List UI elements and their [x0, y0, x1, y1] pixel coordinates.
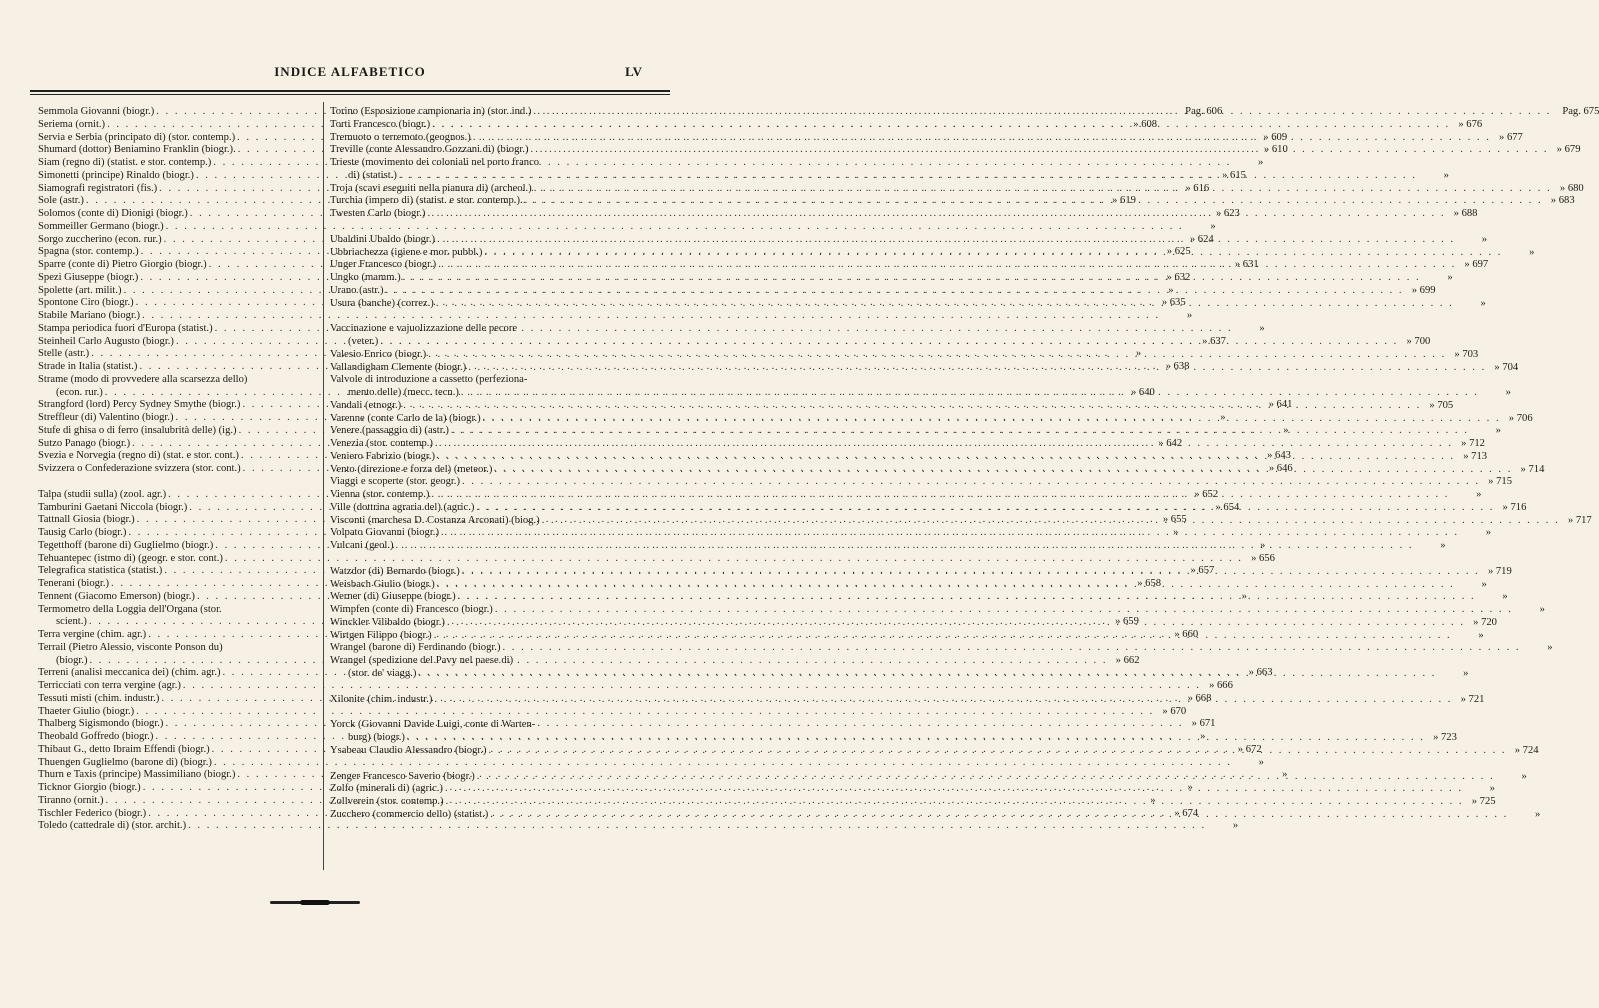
index-entry [38, 220, 1216, 234]
index-entry-text: Winckler Vilibaldo (biogr.) [330, 616, 445, 628]
dot-leader [462, 476, 1480, 489]
index-entry-text: Talpa (studii sulla) (zool. agr.) [38, 488, 167, 500]
index-entry-text: Wirtgen Filippo (biogr.) [330, 629, 432, 641]
index-entry-page: » 714 [1520, 463, 1545, 475]
dot-leader [468, 362, 1486, 375]
index-entry-page: » [1283, 424, 1289, 436]
dot-leader [531, 144, 1549, 157]
index-entry-text: Thaeter Giulio (biogr.) [38, 705, 135, 717]
dot-leader [427, 208, 1445, 221]
index-entry-page: » 712 [1461, 438, 1485, 449]
index-entry-text: Vento (direzione e forza del) (meteor.) [330, 463, 493, 475]
index-entry-text: Valvole di introduzione a cassetto (perfeziona- [330, 374, 528, 386]
index-entry-text: burg) (biogr.) [348, 732, 405, 743]
index-entry-text: Svezia e Norvegia (regno di) (stat. e stor. cont.) [38, 450, 239, 462]
dot-leader [434, 694, 1452, 707]
index-entry-text: Usura (banche) (correz.) [330, 297, 434, 309]
dot-leader [533, 106, 1551, 119]
index-entry-page: » [1480, 297, 1486, 309]
index-entry-text: Semmola Giovanni (biogr.) [38, 106, 155, 117]
section-gap [330, 706, 624, 719]
dot-leader [495, 604, 1513, 617]
dot-leader [431, 489, 1449, 502]
index-entry-text: Seriema (ornit.) [38, 118, 106, 130]
index-entry-text: Zollverein (stor. contemp.) [330, 796, 444, 807]
index-entry [38, 552, 1275, 566]
index-entry-text: Siam (regno di) (statist. e stor. contemp.) [38, 157, 212, 168]
index-entry-page: » 640 [1130, 386, 1155, 398]
index-entry-text: Solomos (conte di) Dionigi (biogr.) [38, 208, 188, 219]
index-entry-page: » 641 [1268, 399, 1293, 411]
index-entry-page: » 637 [1202, 335, 1226, 347]
index-entry-page: » [1186, 310, 1193, 321]
index-entry-page: » 643 [1267, 450, 1291, 462]
index-entry-page: » 623 [1215, 208, 1240, 219]
index-entry [330, 284, 1436, 298]
index-entry [330, 157, 624, 170]
dot-leader [447, 617, 1465, 630]
index-entry-page: » 658 [1137, 578, 1162, 589]
index-entry-page: » 671 [1191, 718, 1216, 730]
index-entry-text: Ubbriachezza (igiene e mor. pubbl.) [330, 246, 483, 258]
page-title: INDICE ALFABETICO [274, 64, 426, 79]
index-entry [330, 323, 624, 336]
index-entry-text: Thibaut G., detto Ibraim Effendi (biogr.) [38, 743, 210, 755]
dot-leader [438, 259, 1456, 272]
index-entry [38, 705, 1187, 719]
index-entry [330, 719, 624, 732]
index-entry-text: Ticknor Giorgio (biogr.) [38, 782, 141, 793]
index-entry-text: Troja (scavi eseguiti nella pianura di) (archeol.) [330, 182, 532, 194]
index-entry-page: » [1478, 629, 1484, 641]
index-entry-text: Vaccinazione e vajuolizzazione delle pecore [330, 323, 518, 335]
index-entry [38, 680, 1233, 693]
index-entry-text: Strame (modo di provvedere alla scarsezza dello) [38, 373, 248, 385]
dot-leader [165, 718, 1183, 731]
dot-leader [428, 349, 1446, 362]
index-entry-page: » 615 [1222, 169, 1246, 181]
index-entry-text: Veniero Fabrizio (biogr.) [330, 450, 436, 462]
index-entry-text: mento delle) (mecc. tecn.) [348, 387, 459, 398]
index-entry-page: » 713 [1463, 450, 1488, 462]
index-entry-text: Trieste (movimento dei coloniali nel porto franco [330, 157, 540, 168]
index-entry [330, 374, 624, 387]
index-entry-page: » 679 [1556, 144, 1581, 156]
index-entry-page: » [1168, 284, 1174, 296]
section-gap [330, 310, 624, 323]
index-entry-text: Vandali (etnogr.) [330, 399, 402, 411]
index-entry-page: » [1135, 348, 1142, 360]
index-entry-text: Streffleur (di) Valentino (biogr.) [38, 412, 174, 423]
index-entry-text: Thurn e Taxis (principe) Massimiliano (biogr.) [38, 769, 236, 781]
index-entry-text: Vulcani (geol.) [330, 540, 394, 551]
index-entry-text: Turchia (impero di) (statist. e stor. contemp.). [330, 195, 523, 207]
page-number: LV [625, 64, 642, 79]
index-entry-page: » 704 [1494, 361, 1519, 373]
index-entry-page: » [1547, 642, 1553, 654]
index-entry-text: Tausig Carlo (biogr.) [38, 527, 127, 538]
footer-ornament-rule [270, 901, 360, 904]
index-entry [330, 540, 1446, 553]
index-entry-text: Vallandigham Clemente (biogr.) [330, 361, 467, 373]
index-entry-page: » [1440, 540, 1446, 551]
index-entry [330, 770, 1527, 784]
index-entry-page: » 654 [1215, 501, 1240, 513]
index-entry-page: » 724 [1514, 744, 1539, 756]
index-entry [330, 412, 1533, 426]
index-entry-text: Torino (Esposizione campionaria in) (stor. ind.) [330, 106, 532, 117]
index-entry-text: Toledo (cattedrale di) (stor. archit.) [38, 820, 187, 832]
index-entry [330, 732, 1457, 745]
index-entry-page: » [1463, 667, 1469, 679]
index-entry-text: Watzdor (di) Bernardo (biogr.) [330, 565, 460, 577]
index-entry-text: scient.) [56, 616, 87, 628]
dot-leader [437, 234, 1455, 247]
index-entry-text: Svizzera o Confederazione svizzera (stor. cont.) [38, 463, 241, 474]
dot-leader [494, 464, 1512, 477]
dot-leader [462, 566, 1480, 579]
index-entry-page: » 652 [1194, 488, 1219, 500]
index-entry-page: » 672 [1237, 743, 1262, 755]
index-entry-page: » 619 [1112, 195, 1136, 207]
index-entry-page: » 656 [1251, 552, 1275, 564]
index-entry-text: Tehuantepec (istmo di) (geogr. e stor. cont.) [38, 552, 223, 564]
index-entry-text: Wrangel (barone di) Ferdinando (biogr.) [330, 642, 501, 654]
index-entry [38, 310, 1193, 323]
index-entry-text: Weisbach Giulio (biogr.) [330, 578, 435, 590]
index-entry-text: Varenne (conte Carlo de la) (biogr.) [330, 412, 481, 424]
index-entry-text: Stabile Mariano (biogr.) [38, 310, 141, 321]
dot-leader [403, 400, 1421, 413]
section-gap [38, 476, 330, 489]
index-entry-text: Spolette (art. milit.) [38, 284, 122, 296]
index-entry [38, 604, 330, 617]
index-entry [38, 374, 330, 387]
index-entry-page: » 670 [1162, 705, 1187, 717]
index-entry-text: Zucchero (commercio dello) (statist.) [330, 808, 489, 820]
dot-leader [446, 796, 1464, 809]
index-entry [330, 604, 1545, 617]
index-entry-page: » 706 [1508, 412, 1533, 424]
index-entry-page: » [1258, 756, 1264, 768]
index-entry-text: Yorck (Giovanni Davide Luigi, conte di Warten- [330, 719, 536, 731]
index-entry-text: Wimpfen (conte di) Francesco (biogr.) [330, 604, 493, 615]
dot-leader [437, 579, 1455, 592]
index-entry-text: Stampa periodica fuori d'Europa (statist.) [38, 322, 213, 334]
index-entry-page: » 624 [1189, 233, 1214, 245]
index-entry-text: Twesten Carlo (biogr.) [330, 208, 426, 219]
dot-leader [166, 221, 1184, 234]
dot-leader [534, 183, 1552, 196]
index-entry-page: » 663 [1248, 667, 1273, 679]
index-entry-page: » [1495, 425, 1501, 437]
index-entry-page: » 609 [1263, 131, 1288, 143]
index-entry-text: (veter.) [348, 336, 379, 347]
dot-leader [542, 515, 1560, 528]
index-entry-page: » 635 [1161, 297, 1186, 309]
index-entry-text: Ville (dottrina agraria del) (agric.) [330, 501, 475, 513]
index-entry-text: Wrangel (spedizione del Pavy nel paese di) [330, 655, 514, 666]
index-entry [330, 476, 1512, 489]
section-gap [330, 553, 624, 566]
index-entry-text: (econ. rur.) [56, 386, 103, 398]
index-entry [330, 655, 624, 668]
dot-leader [380, 336, 1398, 349]
index-entry-page: » [1447, 272, 1453, 283]
index-entry-page: » [1232, 820, 1239, 832]
index-entry-page: » 703 [1454, 348, 1479, 360]
index-entry-text: Tischler Federico (biogr.) [38, 807, 147, 819]
index-entry-page: » 688 [1453, 208, 1478, 219]
index-entry-page: » 721 [1460, 693, 1485, 705]
dot-leader [396, 540, 1414, 553]
index-entry-page: » [1187, 782, 1193, 793]
index-entry-text: Valesio Enrico (biogr.) [330, 348, 427, 360]
index-entry-page: » [1260, 539, 1266, 551]
dot-leader [484, 247, 1502, 260]
index-entry-page: » 657 [1190, 565, 1215, 577]
dot-leader [418, 668, 1436, 681]
index-entry [38, 820, 1239, 833]
index-entry-page: » 655 [1162, 514, 1187, 526]
index-entry-page: » 725 [1471, 796, 1496, 807]
dot-leader [437, 451, 1455, 464]
index-entry-page: » 616 [1185, 182, 1210, 194]
dot-leader [386, 285, 1404, 298]
page-header [30, 62, 670, 86]
index-entry-text: Tiranno (ornit.) [38, 794, 104, 806]
index-entry-page: » [1173, 527, 1179, 538]
index-entry-text: Tattnall Giosia (biogr.) [38, 514, 135, 526]
index-entry-text: Sorgo zuccherino (econ. rur.) [38, 233, 162, 245]
index-entry-page: » 638 [1165, 361, 1190, 372]
index-entry-text: Shumard (dottor) Beniamino Franklin (biogr.). [38, 144, 236, 156]
index-entry-text: Sole (astr.) [38, 195, 84, 207]
index-entry-text: Ysabeau Claudio Alessandro (biogr.) [330, 744, 487, 756]
index-entry-page: » [1529, 246, 1535, 258]
index-entry-text: Werner (di) Giuseppe (biogr.) [330, 591, 456, 603]
index-entry-page: » [1481, 578, 1487, 590]
index-entry-text: Terricciati con terra vergine (agr.) [38, 680, 181, 691]
index-entry-page: » 683 [1550, 195, 1575, 207]
index-entry-text: Terreni (analisi meccanica dei) (chim. agr.) [38, 667, 221, 679]
index-entry-text: Tamburini Gaetani Niccola (biogr.) [38, 501, 188, 513]
dot-leader [483, 413, 1501, 426]
index-entry-page: » 715 [1488, 476, 1512, 488]
index-entry-page: » [1258, 157, 1264, 168]
dot-leader [476, 502, 1494, 515]
index-entry-text: Sommeiller Germano (biogr.) [38, 220, 164, 232]
index-entry-text: Siamografi registratori (fis.) [38, 182, 158, 194]
index-entry-text: Spontone Ciro (biogr.) [38, 297, 134, 309]
index-entry-page: » [1485, 527, 1491, 539]
index-entry-page: » 676 [1458, 118, 1483, 130]
column-divider [323, 102, 324, 870]
index-entry-page: » [1282, 769, 1288, 781]
index-entry-text: Sutzo Panago (biogr.) [38, 437, 131, 449]
index-entry-text: Simonetti (principe) Rinaldo (biogr.) [38, 169, 194, 181]
index-entry-page: » 680 [1559, 182, 1584, 194]
dot-leader [445, 783, 1463, 796]
index-entry-page: » [1481, 233, 1488, 245]
index-entry-page: Pag. 606 [1185, 106, 1223, 117]
index-entry-text: Terrail (Pietro Alessio, visconte Ponson du) [38, 641, 223, 653]
index-entry-text: Zolfo (minerali di) (agric.) [330, 783, 443, 795]
dot-leader [434, 630, 1452, 643]
index-entry-page: » 660 [1174, 629, 1199, 640]
index-entry-page: » 668 [1187, 692, 1212, 704]
index-entry [38, 756, 1264, 770]
index-entry-text: Spezi Giuseppe (biogr.) [38, 271, 139, 283]
dot-leader [473, 132, 1491, 145]
dot-leader [441, 527, 1459, 540]
dot-leader [503, 642, 1521, 655]
dot-leader [435, 438, 1453, 451]
index-entry-page: » 700 [1406, 336, 1431, 347]
index-entry-page: » [1539, 604, 1545, 615]
index-entry-page: » 720 [1473, 616, 1497, 628]
index-entry-text: Volpato Giovanni (biogr.) [330, 527, 439, 539]
index-entry-text: Stufe di ghisa o di ferro (insalubrità delle) (ig.) [38, 424, 237, 436]
index-entry-page: » [1502, 591, 1508, 603]
index-entry-text: Zenger Francesco Saverio (biogr.) [330, 770, 475, 782]
index-entry-text: Sparre (conte di) Pietro Giorgio (biogr.) [38, 259, 207, 270]
index-entry-page: » 697 [1464, 259, 1489, 271]
dot-leader [136, 706, 1154, 719]
dot-leader [525, 195, 1543, 208]
index-entry-text: Termometro della Loggia dell'Organa (stor. [38, 603, 222, 615]
index-entry-text: Tenerani (biogr.) [38, 578, 110, 589]
index-entry [330, 796, 1496, 809]
index-entry-page: » [1220, 412, 1226, 423]
index-entry-text: Terra vergine (chim. agr.) [38, 629, 147, 640]
index-entry-text: Venezia (stor. contemp.) [330, 438, 433, 449]
index-entry-page: » 699 [1411, 284, 1436, 296]
dot-leader [142, 310, 1160, 323]
section-gap [330, 681, 624, 694]
index-entry-text: Ubaldini Ubaldo (biogr.) [330, 233, 436, 245]
section-gap [330, 221, 624, 234]
index-entry [330, 591, 1508, 604]
index-entry-page: Pag. 675 [1562, 106, 1599, 117]
index-entry-text: Telegrafica statistica (statist.) [38, 565, 163, 577]
index-entry-text: (biogr.) [56, 654, 88, 666]
index-entry-page: » 625 [1166, 246, 1191, 258]
index-entry-page: » [1241, 590, 1247, 602]
index-entry-page: » 608 [1133, 118, 1158, 130]
index-entry-page: » [1476, 489, 1482, 500]
section-gap [330, 758, 624, 771]
dot-leader [188, 820, 1206, 833]
index-entry-text: Viaggi e scoperte (stor. geogr.) [330, 476, 460, 488]
dot-leader [451, 425, 1469, 438]
index-entry-text: Spagna (stor. contemp.) [38, 246, 139, 258]
dot-leader [458, 591, 1476, 604]
index-entry-page: » 723 [1433, 732, 1457, 743]
index-entry-page: » 642 [1158, 437, 1183, 449]
dot-leader [489, 745, 1507, 758]
index-entry-page: » 666 [1209, 680, 1233, 691]
index-entry-page: » 677 [1499, 131, 1523, 143]
index-entry-page: » [1443, 169, 1449, 181]
index-entry [330, 348, 1479, 362]
index-entry-text: Stelle (astr.) [38, 348, 90, 360]
index-entry-text: Tennent (Giacomo Emerson) (biogr.) [38, 590, 195, 602]
index-entry-text: Unger Francesco (biogr.) [330, 259, 437, 271]
index-entry-text: Vienna (stor. contemp.) [330, 489, 430, 500]
index-entry-text: Ungko (mamm.) [330, 272, 401, 283]
index-entry-page: » [1521, 770, 1527, 782]
index-entry-page: » [1505, 387, 1511, 398]
index-entry-text: Treville (conte Alessandro Gozzani di) (biogr.) [330, 144, 529, 156]
index-entry-text: Steinheil Carlo Augusto (biogr.) [38, 335, 174, 347]
index-entry-page: » [1150, 794, 1156, 806]
dot-leader [403, 272, 1421, 285]
index-entry-text: Tessuti misti (chim. industr.) [38, 692, 160, 704]
index-entry [330, 642, 1553, 655]
index-entry-page: » 717 [1567, 514, 1592, 526]
index-entry-page: » 674 [1174, 807, 1199, 819]
dot-leader [407, 732, 1425, 745]
index-entry-page: » 632 [1166, 271, 1191, 283]
index-entry-text: Thuengen Guglielmo (barone di) (biogr.) [38, 756, 212, 768]
index-entry-text: Venere (passaggio di) (astr.) [330, 425, 449, 437]
dot-leader [461, 387, 1479, 400]
index-entry-page: » 716 [1502, 501, 1527, 513]
index-entry [38, 642, 330, 655]
index-entry-text: Visconti (marchesa D. Costanza Arconati) (biog.) [330, 514, 540, 526]
index-entry-page: » 646 [1268, 463, 1293, 474]
dot-leader [432, 119, 1450, 132]
index-entry-page: » 719 [1487, 565, 1512, 577]
index-entry-text: Theobald Goffredo (biogr.) [38, 731, 154, 742]
index-entry [330, 425, 1501, 438]
index-entry-page: » [1489, 783, 1495, 795]
index-entry-text: Thalberg Sigismondo (biogr.) [38, 718, 164, 730]
header-rule [30, 90, 670, 95]
index-entry-text: Servia e Serbia (principato di) (stor. contemp.) [38, 131, 236, 143]
index-entry-page: » 659 [1115, 616, 1139, 628]
index-entry-text: Torti Francesco (biogr.) [330, 118, 431, 130]
index-entry-text: Tegetthoff (barone di) Guglielmo (biogr.) [38, 539, 214, 551]
index-entry-text: (stor. de' viagg.) [348, 667, 417, 679]
index-entry [330, 527, 1491, 540]
index-entry-text: di) (statist.) [348, 169, 397, 181]
index-entry-text: Strade in Italia (statist.) [38, 361, 138, 372]
index-entry-text: Tremuoto o terremoto (geognos.) [330, 131, 471, 143]
index-entry-text: Strangford (lord) Percy Sydney Smythe (biogr.) [38, 399, 241, 411]
index-entry-page: » 705 [1429, 399, 1454, 411]
index-entry-page: » 631 [1234, 259, 1259, 270]
index-entry-text: Xilonite (chim. industr.) [330, 693, 433, 705]
index-entry-page: » 610 [1263, 144, 1288, 156]
dot-leader [477, 771, 1495, 784]
index-entry-page: » [1210, 220, 1216, 232]
index-entry-page: » 662 [1115, 654, 1140, 666]
dot-leader [399, 170, 1417, 183]
dot-leader [436, 298, 1454, 311]
index-entry-page: » [1259, 322, 1265, 334]
index-entry-page: » [1200, 731, 1206, 742]
index-entry-text: Urano (astr.) [330, 284, 384, 296]
index-entry-page: » [1534, 808, 1541, 820]
dot-leader [490, 809, 1508, 822]
index-entry [330, 783, 1495, 796]
